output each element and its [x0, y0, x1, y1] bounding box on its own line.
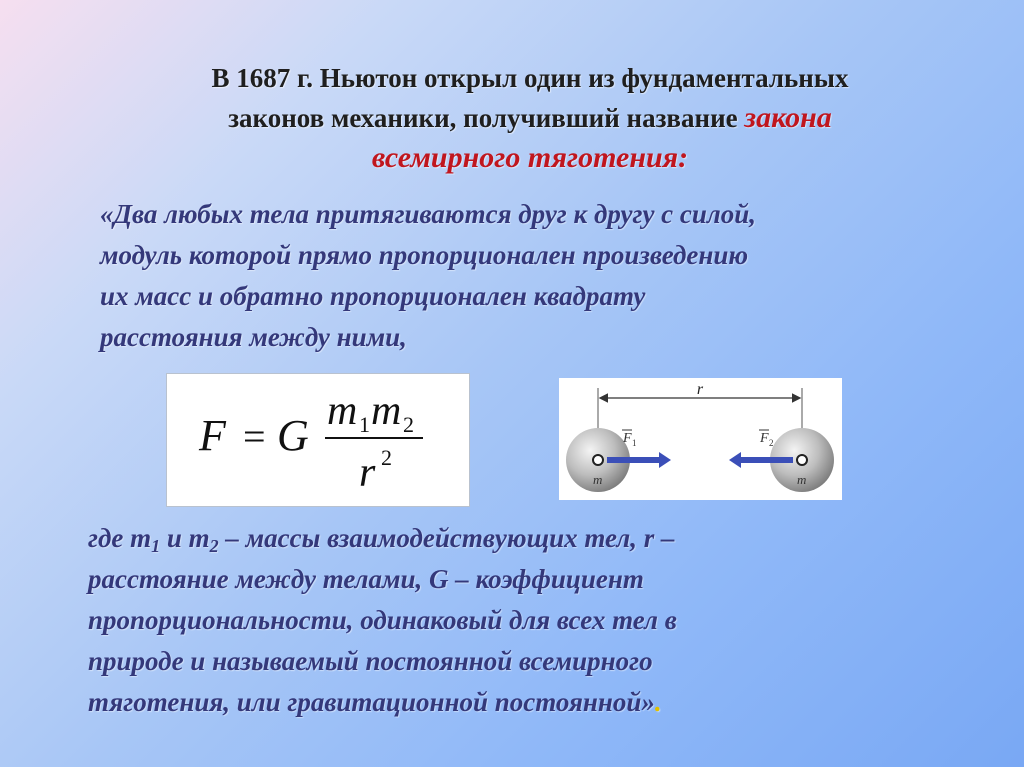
formula-force: F [199, 411, 226, 460]
formula-r: r [359, 450, 376, 496]
center-left [593, 455, 603, 465]
title-highlight-1: закона [744, 101, 832, 134]
quote-line-1: «Два любых тела притягиваются друг к другу с силой, [100, 199, 757, 229]
quote-line-4: расстояния между ними, [100, 322, 407, 352]
where-line-2: расстояние между телами, G – коэффициент [88, 564, 644, 594]
title-highlight-2: всемирного тяготения: [371, 141, 689, 174]
mass-right-label: m [797, 472, 807, 487]
where-sub-1: 1 [151, 536, 161, 556]
quote-line-2: модуль которой прямо пропорционален произведению [100, 240, 749, 270]
formula-equals: = [243, 414, 266, 459]
final-dot: . [654, 687, 662, 717]
force2-sub: 2 [769, 438, 774, 448]
formula-box [166, 373, 470, 507]
where-line-3: пропорциональности, одинаковый для всех тел в [88, 605, 677, 635]
two-bodies-diagram [559, 378, 842, 500]
formula-m2: m [371, 388, 402, 434]
formula-m1: m [327, 388, 358, 434]
formula-m1-sub: 1 [359, 412, 370, 437]
force2-label: F [760, 431, 769, 446]
mass-left-label: m [593, 472, 603, 487]
where-part-1: где m [88, 523, 152, 553]
law-quote [100, 194, 980, 358]
where-part-3: – массы взаимодействующих тел, r – [218, 523, 675, 553]
explanation-text [88, 518, 968, 723]
quote-line-3: их масс и обратно пропорционален квадрату [100, 281, 646, 311]
where-line-1 [88, 518, 968, 559]
where-last-line: тяготения, или гравитационной постоянной» [88, 687, 655, 717]
center-right [797, 455, 807, 465]
distance-label: r [696, 381, 704, 398]
formula-r-exp: 2 [381, 445, 392, 470]
formula-constant: G [277, 411, 309, 460]
title-line-2-text: законов механики, получивший название [228, 103, 745, 133]
where-line-4: природе и называемый постоянной всемирного [88, 646, 653, 676]
formula-m2-sub: 2 [403, 412, 414, 437]
title-line-1: В 1687 г. Ньютон открыл один из фундаментальных [211, 63, 849, 93]
where-line-5 [88, 682, 968, 723]
where-part-2: и m [160, 523, 210, 553]
slide-title [100, 58, 960, 178]
gravity-diagram-svg [559, 378, 842, 500]
where-sub-2: 2 [209, 536, 219, 556]
force1-label: F [623, 431, 632, 446]
gravitation-formula [167, 374, 469, 506]
title-line-2 [100, 98, 960, 138]
force1-sub: 1 [632, 438, 637, 448]
